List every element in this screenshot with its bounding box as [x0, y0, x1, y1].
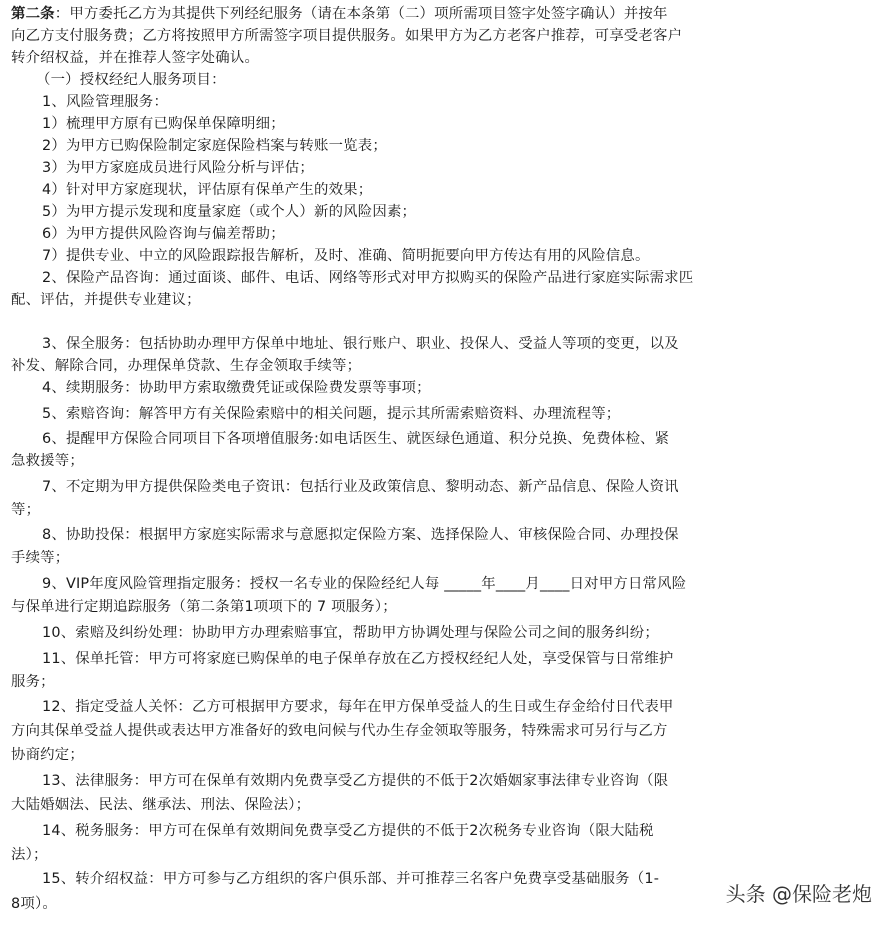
list-item: 1）梳理甲方原有已购保单保障明细；	[42, 116, 285, 132]
list-item: 6）为甲方提供风险咨询与偏差帮助；	[42, 226, 285, 242]
list-item-continued: 方向其保单受益人提供或表达甲方准备好的致电问候与代办生存金领取等服务，特殊需求可另行与乙方	[11, 723, 668, 739]
list-item: 2）为甲方已购保险制定家庭保险档案与转账一览表；	[42, 138, 387, 154]
list-item-continued: 服务；	[11, 674, 55, 690]
list-item: 13、法律服务：甲方可在保单有效期内免费享受乙方提供的不低于2次婚姻家事法律专业咨询（限	[42, 773, 669, 789]
list-item: 5）为甲方提示发现和度量家庭（或个人）新的风险因素；	[42, 204, 417, 220]
list-item-continued: 急救援等；	[11, 453, 84, 469]
list-item: 8、协助投保：根据甲方家庭实际需求与意愿拟定保险方案、选择保险人、审核保险合同、办理投保	[42, 527, 679, 543]
list-item-continued: 与保单进行定期追踪服务（第二条第1项项下的 7 项服务）；	[11, 599, 397, 615]
article-intro-text: ：甲方委托乙方为其提供下列经纪服务（请在本条第（二）项所需项目签字处签字确认）并按年	[54, 6, 668, 22]
list-item-continued: 8项）。	[11, 896, 57, 912]
list-item: 15、转介绍权益：甲方可参与乙方组织的客户俱乐部、并可推荐三名客户免费享受基础服务（1-	[42, 871, 660, 887]
list-item-continued: 大陆婚姻法、民法、继承法、刑法、保险法）；	[11, 797, 311, 813]
list-item: 9、VIP年度风险管理指定服务：授权一名专业的保险经纪人每 _____年____月____日对甲方日常风险	[42, 576, 687, 592]
article-heading: 第二条	[11, 6, 55, 22]
list-item: 10、索赔及纠纷处理：协助甲方办理索赔事宜，帮助甲方协调处理与保险公司之间的服务纠纷；	[42, 625, 659, 641]
list-item: 1、风险管理服务：	[42, 94, 169, 110]
list-item: 4）针对甲方家庭现状，评估原有保单产生的效果；	[42, 182, 373, 198]
document-line: 向乙方支付服务费；乙方将按照甲方所需签字项目提供服务。如果甲方为乙方老客户推荐，可享受老客户	[11, 28, 683, 44]
list-item-continued: 补发、解除合同，办理保单贷款、生存金领取手续等；	[11, 358, 362, 374]
list-item: 7）提供专业、中立的风险跟踪报告解析，及时、准确、简明扼要向甲方传达有用的风险信息。	[42, 248, 650, 264]
article-2-intro	[0, 3, 894, 25]
watermark: 头条 @保险老炮	[725, 882, 872, 906]
list-item: 5、索赔咨询：解答甲方有关保险索赔中的相关问题，提示其所需索赔资料、办理流程等；	[42, 406, 621, 422]
list-item: 11、保单托管：甲方可将家庭已购保单的电子保单存放在乙方授权经纪人处，享受保管与日常维护	[42, 651, 674, 667]
document-line: 转介绍权益，并在推荐人签字处确认。	[11, 50, 260, 66]
list-item-continued: 配、评估，并提供专业建议；	[11, 292, 201, 308]
list-item: 14、税务服务：甲方可在保单有效期间免费享受乙方提供的不低于2次税务专业咨询（限大陆税	[42, 823, 654, 839]
section-heading: （一）授权经纪人服务项目：	[36, 72, 226, 88]
list-item-continued: 手续等；	[11, 550, 70, 566]
list-item: 2、保险产品咨询：通过面谈、邮件、电话、网络等形式对甲方拟购买的保险产品进行家庭实际需求匹	[42, 270, 694, 286]
list-item: 7、不定期为甲方提供保险类电子资讯：包括行业及政策信息、黎明动态、新产品信息、保险人资讯	[42, 479, 679, 495]
list-item-continued: 协商约定；	[11, 747, 84, 763]
list-item: 12、指定受益人关怀：乙方可根据甲方要求，每年在甲方保单受益人的生日或生存金给付日代表甲	[42, 699, 674, 715]
list-item-continued: 法）；	[11, 847, 48, 863]
list-item: 4、续期服务：协助甲方索取缴费凭证或保险费发票等事项；	[42, 380, 431, 396]
list-item: 3）为甲方家庭成员进行风险分析与评估；	[42, 160, 314, 176]
list-item: 3、保全服务：包括协助办理甲方保单中地址、银行账户、职业、投保人、受益人等项的变更，以及	[42, 336, 679, 352]
list-item: 6、提醒甲方保险合同项目下各项增值服务:如电话医生、就医绿色通道、积分兑换、免费体检、紧	[42, 431, 670, 447]
list-item-continued: 等；	[11, 502, 41, 518]
